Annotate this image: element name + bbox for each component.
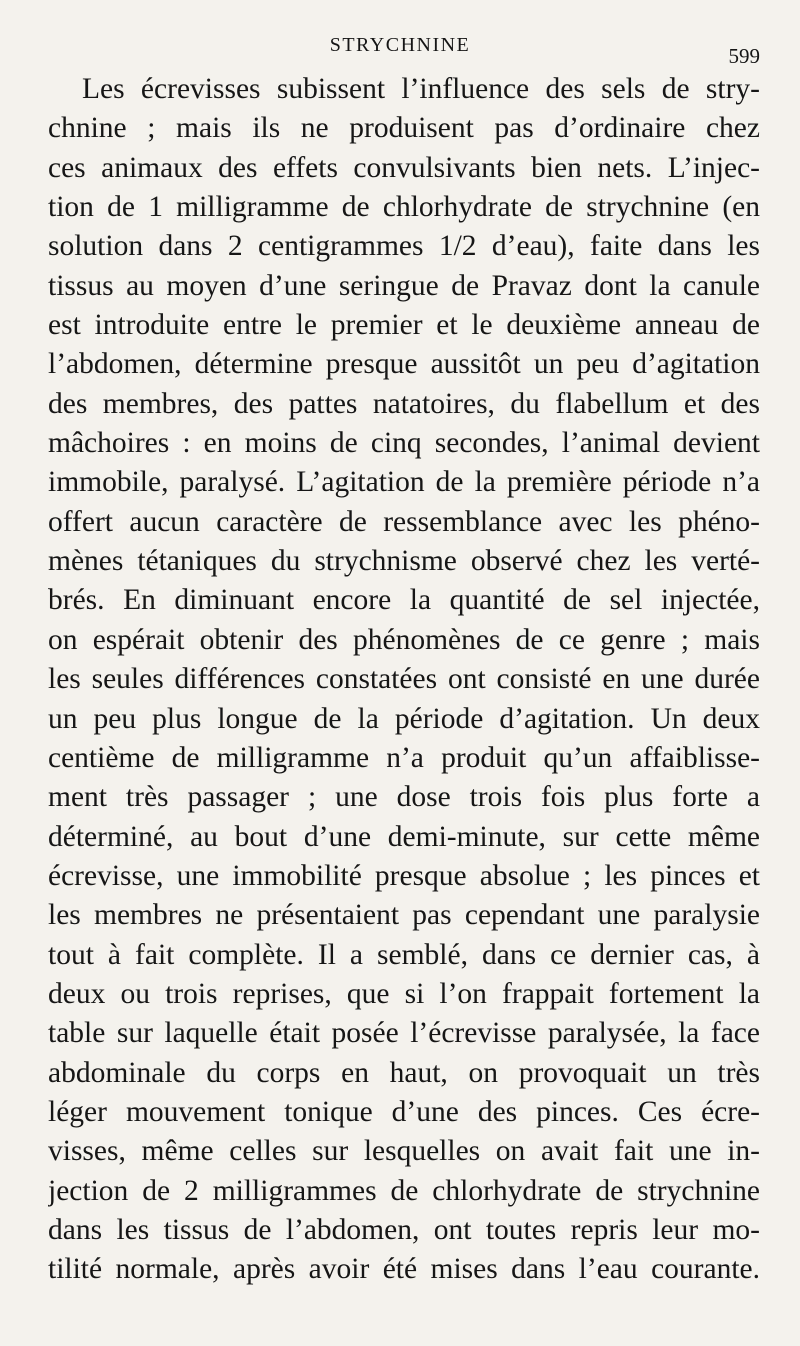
text-line: centième de milligramme n’a produit qu’un affaiblisse- bbox=[48, 741, 760, 774]
text-line: jection de 2 milligrammes de chlorhydrate de strychnine bbox=[48, 1174, 760, 1207]
text-line: les membres ne présentaient pas cependant une paralysie bbox=[48, 899, 760, 932]
text-line: chnine ; mais ils ne produisent pas d’ordinaire chez bbox=[48, 112, 760, 145]
text-line: tout à fait complète. Il a semblé, dans ce dernier cas, à bbox=[48, 938, 760, 971]
text-line: table sur laquelle était posée l’écrevisse paralysée, la face bbox=[48, 1017, 760, 1050]
text-line: immobile, paralysé. L’agitation de la première période n’a bbox=[48, 466, 760, 499]
text-line: les seules différences constatées ont consisté en une durée bbox=[48, 663, 760, 696]
text-line: tissus au moyen d’une seringue de Pravaz dont la canule bbox=[48, 269, 760, 302]
text-line: on espérait obtenir des phénomènes de ce genre ; mais bbox=[48, 623, 760, 656]
page-number: 599 bbox=[728, 44, 760, 68]
text-line: dans les tissus de l’abdomen, ont toutes repris leur mo- bbox=[48, 1213, 760, 1246]
text-line: brés. En diminuant encore la quantité de sel injectée, bbox=[48, 584, 760, 617]
text-line: ces animaux des effets convulsivants bien nets. L’injec- bbox=[48, 151, 760, 184]
text-line: Les écrevisses subissent l’influence des sels de stry- bbox=[82, 73, 760, 105]
running-head bbox=[0, 30, 800, 68]
text-line: tilité normale, après avoir été mises dans l’eau courante. bbox=[48, 1253, 760, 1286]
text-line: offert aucun caractère de ressemblance avec les phéno- bbox=[48, 505, 760, 538]
text-line: deux ou trois reprises, que si l’on frappait fortement la bbox=[48, 977, 760, 1010]
text-line: est introduite entre le premier et le deuxième anneau de bbox=[48, 309, 760, 342]
text-line: déterminé, au bout d’une demi-minute, sur cette même bbox=[48, 820, 760, 853]
text-line: tion de 1 milligramme de chlorhydrate de strychnine (en bbox=[48, 191, 760, 224]
text-line: des membres, des pattes natatoires, du flabellum et des bbox=[48, 387, 760, 420]
text-line: écrevisse, une immobilité presque absolue ; les pinces et bbox=[48, 859, 760, 892]
text-line: ment très passager ; une dose trois fois plus forte a bbox=[48, 781, 760, 814]
text-line: mènes tétaniques du strychnisme observé chez les verté- bbox=[48, 545, 760, 578]
text-line: mâchoires : en moins de cinq secondes, l’animal devient bbox=[48, 427, 760, 460]
running-title: STRYCHNINE bbox=[329, 34, 471, 56]
text-line: abdominale du corps en haut, on provoquait un très bbox=[48, 1056, 760, 1089]
body-paragraph bbox=[48, 70, 760, 1290]
text-line: solution dans 2 centigrammes 1/2 d’eau), faite dans les bbox=[48, 230, 760, 263]
text-line: un peu plus longue de la période d’agitation. Un deux bbox=[48, 702, 760, 735]
text-line: l’abdomen, détermine presque aussitôt un peu d’agitation bbox=[48, 348, 760, 381]
text-line: léger mouvement tonique d’une des pinces. Ces écre- bbox=[48, 1095, 760, 1128]
text-line: visses, même celles sur lesquelles on avait fait une in- bbox=[48, 1135, 760, 1168]
